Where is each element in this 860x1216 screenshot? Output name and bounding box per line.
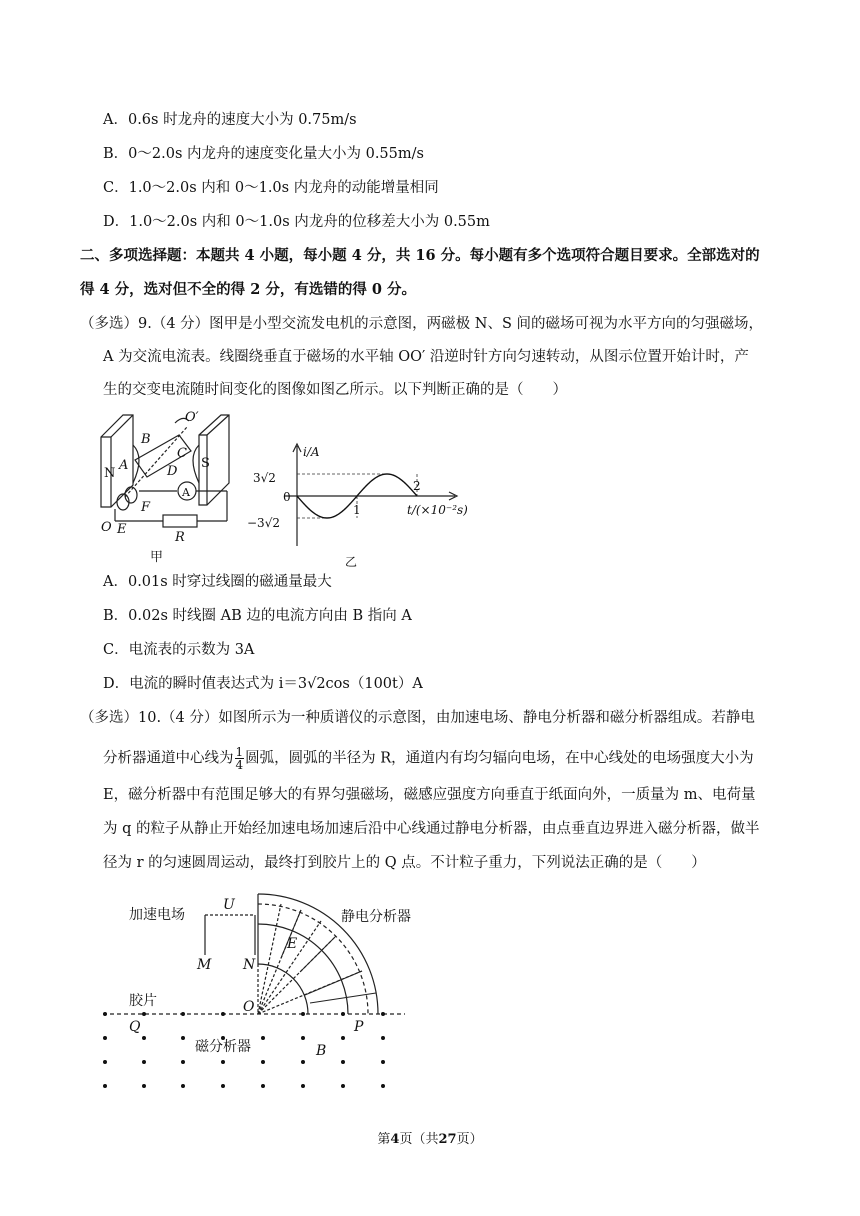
x-axis-label: t/(×10⁻²s) xyxy=(407,503,468,517)
point-o-label: O xyxy=(243,999,255,1015)
q10-stem-line2-pre: 分析器通道中心线为 xyxy=(103,750,234,767)
coil-b-label: B xyxy=(141,432,151,447)
y-axis-label: i/A xyxy=(303,445,320,459)
brush-f-label: F xyxy=(141,500,151,515)
footer-middle: 页（共 xyxy=(399,1132,439,1147)
plate-n-label: N xyxy=(243,957,256,973)
q9-option-c: C．电流表的示数为 3A xyxy=(103,642,255,658)
q10-stem-line5: 径为 r 的匀速圆周运动，最终打到胶片上的 Q 点。不计粒子重力，下列说法正确的是（ ） xyxy=(103,855,706,871)
total-pages: 27 xyxy=(438,1132,457,1147)
current-time-chart xyxy=(245,440,490,570)
q8-option-d: D．1.0～2.0s 内和 0～1.0s 内龙舟的位移差大小为 0.55m xyxy=(103,214,490,230)
generator-diagram xyxy=(95,405,245,570)
electrostatic-analyzer-label: 静电分析器 xyxy=(341,909,411,925)
q10-stem-line2 xyxy=(103,746,754,771)
plate-m-label: M xyxy=(197,957,212,973)
y-tick-negative: −3√2 xyxy=(247,516,280,530)
axis-o-prime-label: O′ xyxy=(185,410,199,425)
q10-stem-line2-post: 圆弧，圆弧的半径为 R，通道内有均匀辐向电场，在中心线处的电场强度大小为 xyxy=(245,750,754,767)
magnet-s-label: S xyxy=(201,456,210,471)
quarter-fraction xyxy=(235,746,245,771)
q8-option-b: B．0～2.0s 内龙舟的速度变化量大小为 0.55m/s xyxy=(103,146,424,162)
coil-c-label: C xyxy=(177,446,187,461)
coil-a-label: A xyxy=(119,458,129,473)
figure-yi-caption: 乙 xyxy=(345,555,358,569)
fraction-numerator: 1 xyxy=(235,745,244,759)
q9-option-b: B．0.02s 时线圈 AB 边的电流方向由 B 指向 A xyxy=(103,608,412,624)
footer-prefix: 第 xyxy=(377,1132,391,1147)
point-q-label: Q xyxy=(129,1019,141,1035)
section2-heading-line1: 二、多项选择题：本题共 4 小题，每小题 4 分，共 16 分。每小题有多个选项符合题目要求。全部选对的 xyxy=(80,247,760,264)
q9-stem-line2: A 为交流电流表。线圈绕垂直于磁场的水平轴 OO′ 沿逆时针方向匀速转动，从图示位置开始计时，产 xyxy=(103,349,749,365)
coil-d-label: D xyxy=(167,464,178,479)
field-b-label: B xyxy=(316,1043,327,1059)
field-e-label: E xyxy=(287,936,298,952)
q9-stem-line3: 生的交变电流随时间变化的图像如图乙所示。以下判断正确的是（ ） xyxy=(103,382,567,398)
q9-option-a: A．0.01s 时穿过线圈的磁通量最大 xyxy=(103,574,332,590)
voltage-u-label: U xyxy=(223,897,235,913)
q8-option-c: C．1.0～2.0s 内和 0～1.0s 内龙舟的动能增量相同 xyxy=(103,180,439,196)
axis-o-label: O xyxy=(101,520,112,535)
q10-stem-line1: （多选）10.（4 分）如图所示为一种质谱仪的示意图，由加速电场、静电分析器和磁分析器组成。若静电 xyxy=(80,710,755,726)
q9-option-d: D．电流的瞬时值表达式为 i＝3√2cos（100t）A xyxy=(103,676,423,692)
y-tick-positive: 3√2 xyxy=(253,471,276,485)
q10-stem-line3: E，磁分析器中有范围足够大的有界匀强磁场，磁感应强度方向垂直于纸面向外，一质量为 m、电荷量 xyxy=(103,787,756,803)
x-tick-2: 2 xyxy=(413,479,421,493)
q9-stem-line1: （多选）9.（4 分）图甲是小型交流发电机的示意图，两磁极 N、S 间的磁场可视为水平方向的匀强磁场， xyxy=(80,316,764,332)
mass-spectrometer-diagram xyxy=(95,885,425,1105)
accel-field-label: 加速电场 xyxy=(129,907,185,923)
footer-suffix: 页） xyxy=(456,1132,483,1147)
x-tick-1: 1 xyxy=(353,503,361,517)
point-p-label: P xyxy=(354,1019,364,1035)
ammeter-label: A xyxy=(182,486,190,499)
film-label: 胶片 xyxy=(129,993,157,1009)
magnetic-analyzer-label: 磁分析器 xyxy=(195,1039,251,1055)
page-footer xyxy=(0,1128,860,1147)
y-tick-zero: 0 xyxy=(283,490,291,504)
fraction-denominator: 4 xyxy=(235,758,244,772)
brush-e-label: E xyxy=(117,522,127,537)
magnet-n-label: N xyxy=(104,466,116,481)
figure-jia-caption: 甲 xyxy=(150,550,164,565)
section2-heading-line2: 得 4 分，选对但不全的得 2 分，有选错的得 0 分。 xyxy=(80,281,417,298)
page-number: 4 xyxy=(390,1132,400,1147)
q10-stem-line4: 为 q 的粒子从静止开始经加速电场加速后沿中心线通过静电分析器，由点垂直边界进入磁分析器，做半 xyxy=(103,821,760,837)
q8-option-a: A．0.6s 时龙舟的速度大小为 0.75m/s xyxy=(103,112,357,128)
resistor-r-label: R xyxy=(175,530,185,545)
